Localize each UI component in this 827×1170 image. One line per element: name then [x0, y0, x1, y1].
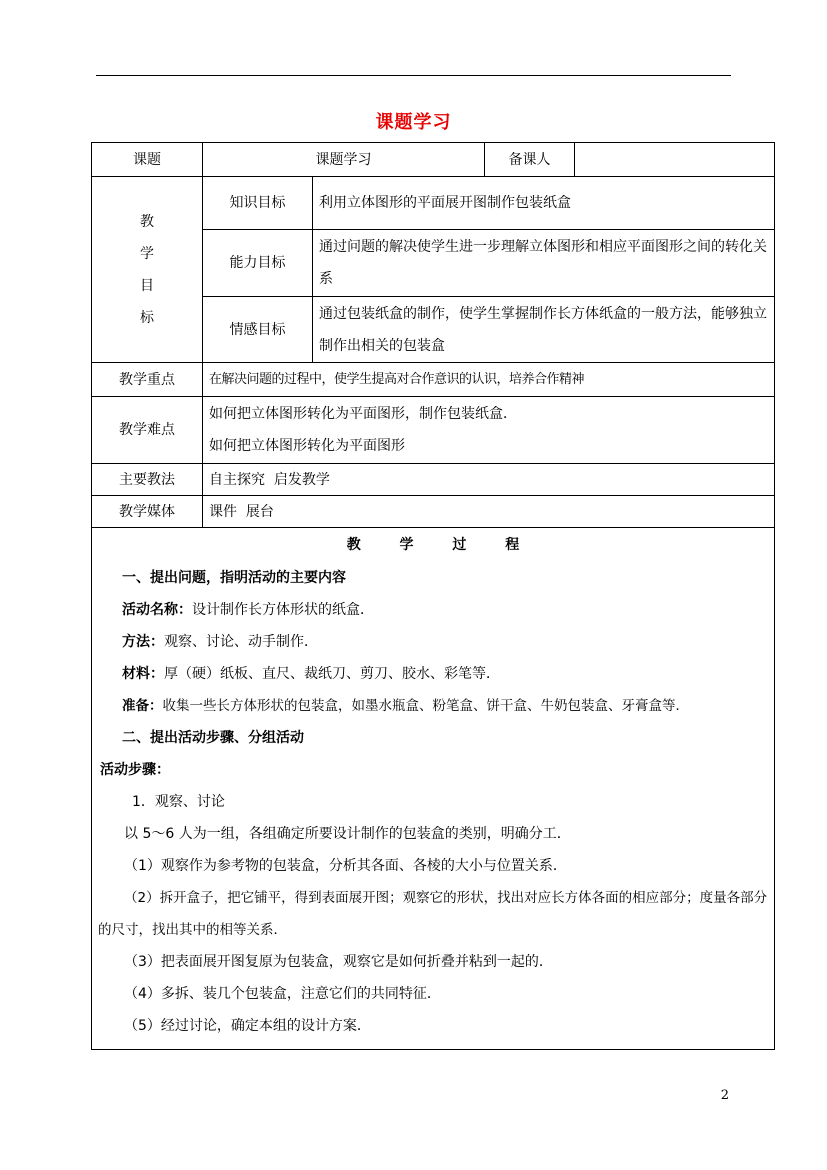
key-point-label: 教学重点 — [92, 363, 203, 397]
activity-name-label: 活动名称： — [122, 602, 192, 618]
material-line — [92, 658, 774, 690]
sub-step-5: （5）经过讨论，确定本组的设计方案． — [124, 1018, 371, 1034]
goals-char: 学 — [140, 245, 154, 262]
difficulty-line: 如何把立体图形转化为平面图形，制作包装纸盒． — [209, 406, 517, 422]
knowledge-goal-label: 知识目标 — [203, 177, 313, 230]
prep-text: 收集一些长方体形状的包装盒，如墨水瓶盒、粉笔盒、饼干盒、牛奶包装盒、牙膏盒等． — [162, 698, 689, 714]
section-1-heading: 一、提出问题，指明活动的主要内容 — [122, 570, 346, 586]
section-2-heading: 二、提出活动步骤、分组活动 — [122, 730, 304, 746]
ability-goal-text: 通过问题的解决使学生进一步理解立体图形和相应平面图形之间的转化关系 — [313, 230, 775, 297]
topic-value: 课题学习 — [203, 143, 485, 177]
teaching-goals-label — [92, 177, 203, 363]
goals-char: 标 — [140, 309, 154, 326]
method-line — [92, 626, 774, 658]
difficulty-cell — [203, 397, 775, 464]
preparer-value — [575, 143, 775, 177]
method-line-text: 观察、讨论、动手制作． — [164, 634, 318, 650]
goals-char: 目 — [140, 277, 154, 294]
step-1-desc: 以 5～6 人为一组，各组确定所要设计制作的包装盒的类别，明确分工． — [124, 826, 571, 842]
media-text: 课件 展台 — [203, 496, 775, 528]
sub-step-3: （3）把表面展开图复原为包装盒，观察它是如何折叠并粘到一起的． — [124, 954, 553, 970]
sub-step-1: （1）观察作为参考物的包装盒，分析其各面、各棱的大小与位置关系． — [124, 858, 567, 874]
step-1: 1．观察、讨论 — [132, 794, 225, 810]
method-line-label: 方法： — [122, 634, 164, 650]
material-text: 厚（硬）纸板、直尺、裁纸刀、剪刀、胶水、彩笔等． — [164, 666, 500, 682]
material-label: 材料： — [122, 666, 164, 682]
sub-step-2: （2）拆开盒子，把它铺平，得到表面展开图；观察它的形状，找出对应长方体各面的相应部分；度量各部分的尺寸，找出其中的相等关系． — [98, 890, 768, 938]
prep-line — [92, 690, 774, 722]
ability-goal-label: 能力目标 — [203, 230, 313, 297]
sub-step-4: （4）多拆、装几个包装盒，注意它们的共同特征． — [124, 986, 441, 1002]
topic-label: 课题 — [92, 143, 203, 177]
activity-name-text: 设计制作长方体形状的纸盒． — [192, 602, 374, 618]
process-heading: 教 学 过 程 — [346, 537, 520, 553]
key-point-text: 在解决问题的过程中，使学生提高对合作意识的认识，培养合作精神 — [203, 363, 775, 397]
lesson-plan-table — [91, 142, 775, 1050]
document-title: 课题学习 — [375, 112, 452, 133]
page-number: 2 — [720, 1088, 729, 1103]
method-label: 主要教法 — [92, 464, 203, 496]
difficulty-line: 如何把立体图形转化为平面图形 — [209, 438, 405, 454]
emotion-goal-text: 通过包装纸盒的制作，使学生掌握制作长方体纸盒的一般方法，能够独立制作出相关的包装盒 — [313, 297, 775, 363]
preparer-label: 备课人 — [485, 143, 575, 177]
media-label: 教学媒体 — [92, 496, 203, 528]
method-text: 自主探究 启发教学 — [203, 464, 775, 496]
steps-label: 活动步骤： — [100, 762, 170, 778]
prep-label: 准备： — [122, 698, 163, 714]
header-rule — [96, 75, 731, 76]
emotion-goal-label: 情感目标 — [203, 297, 313, 363]
difficulty-label: 教学难点 — [92, 397, 203, 464]
goals-char: 教 — [140, 213, 154, 230]
activity-name-line — [92, 594, 774, 626]
teaching-process-cell — [92, 528, 775, 1050]
knowledge-goal-text: 利用立体图形的平面展开图制作包装纸盒 — [313, 177, 775, 230]
